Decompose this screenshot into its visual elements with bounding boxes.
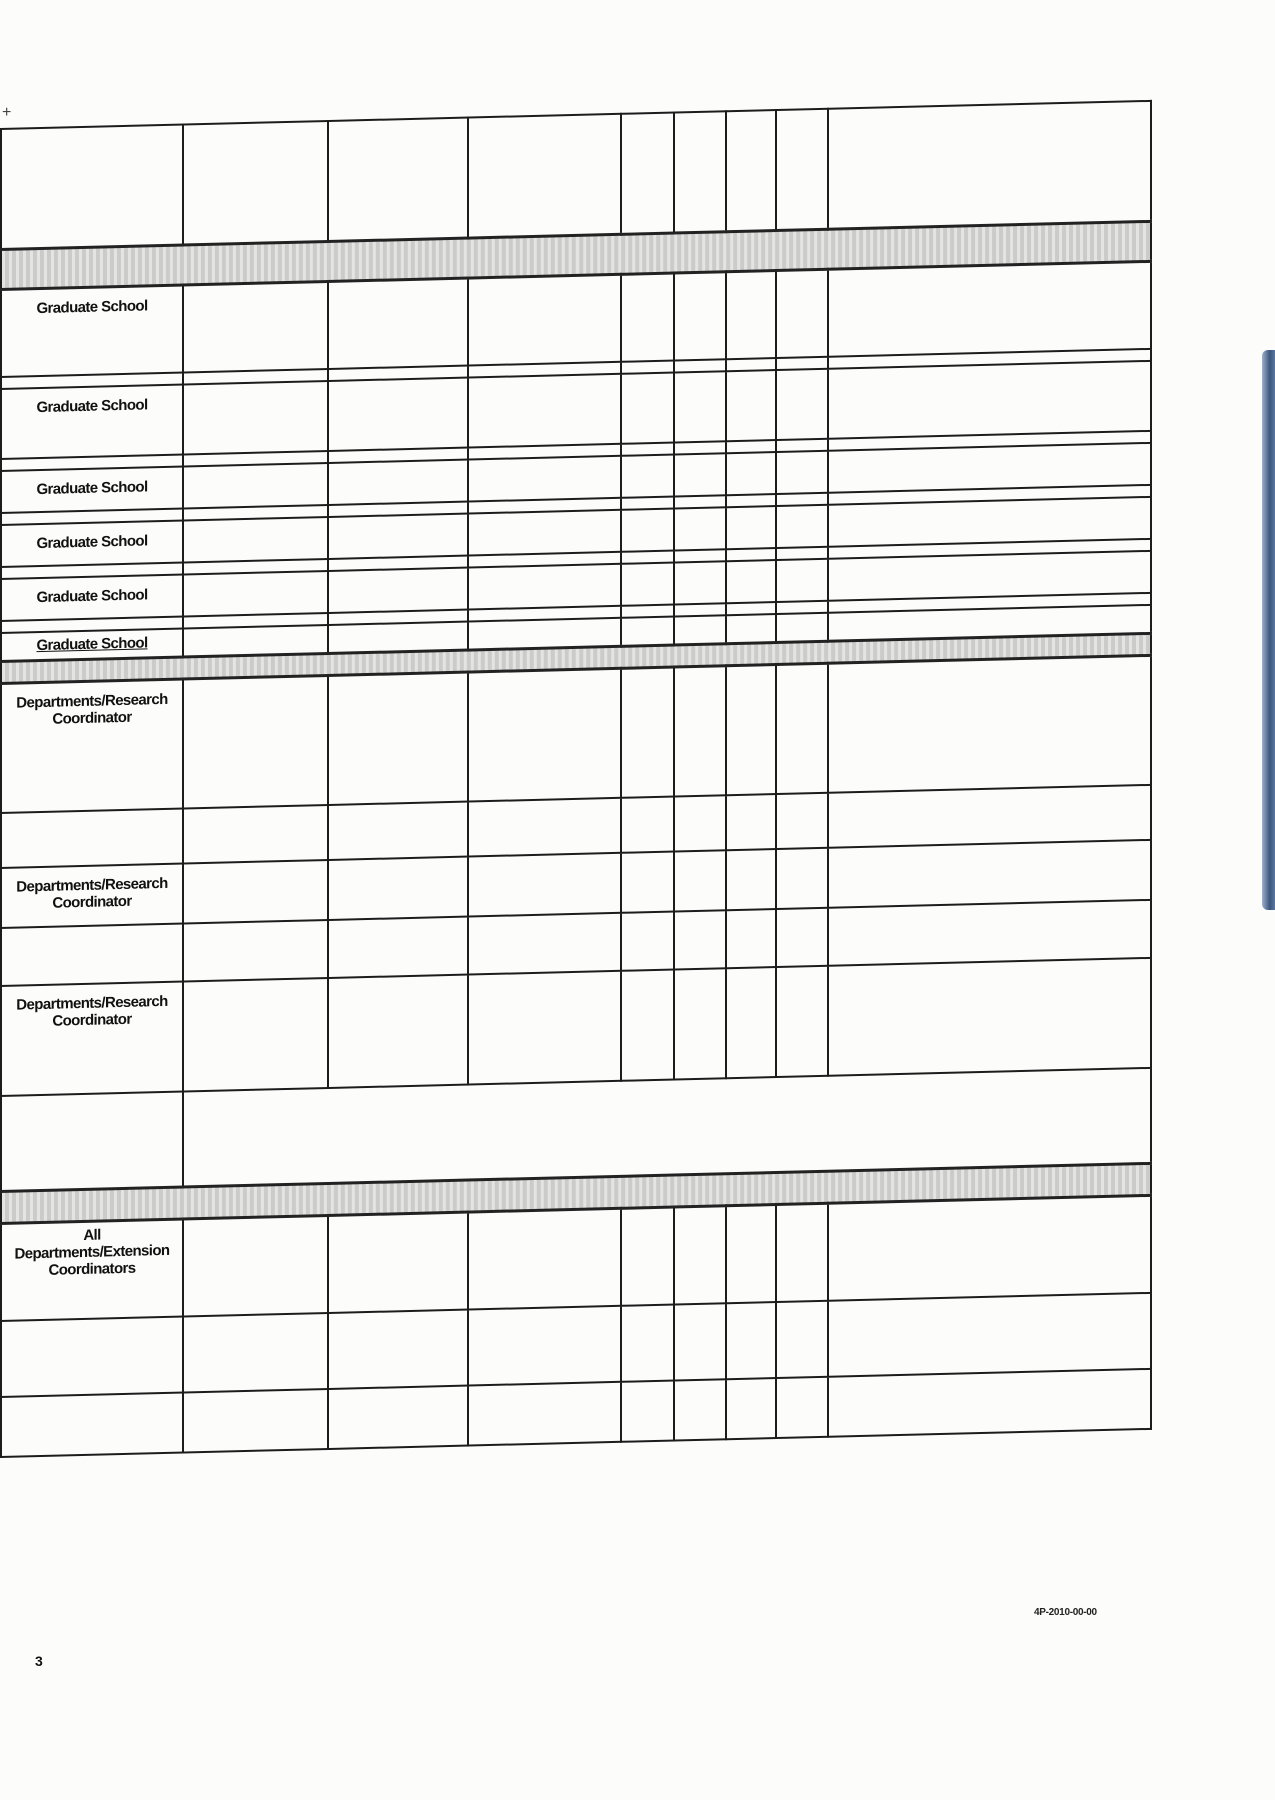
row-label-line: Coordinator [52,892,132,912]
row-label-graduate-school: Graduate School [1,285,183,377]
row-label-dept-research [1,679,183,813]
row-label-graduate-school: Graduate School [1,467,183,513]
document-code: 4P-2010-00-00 [1034,1607,1097,1618]
row-label-dept-research [1,982,183,1096]
row-label-dept-research [1,864,183,928]
row-label-line: Coordinator [52,708,132,728]
row-label-line: Departments/Research [16,992,168,1014]
row-label-line: Coordinators [48,1259,136,1279]
corner-mark: + [2,104,12,121]
row-label-line: Coordinator [52,1010,132,1030]
row-label-line: All [83,1226,101,1244]
binder-edge [1262,350,1275,910]
row-label-line: Departments/Research [16,874,168,896]
page-number: 3 [35,1653,43,1669]
row-label-text: Graduate School [36,634,148,655]
form-table [0,100,1152,1458]
row-label-graduate-school [1,629,183,661]
row-label-dept-extension [1,1219,183,1321]
row-label-graduate-school: Graduate School [1,385,183,459]
row-label-graduate-school: Graduate School [1,575,183,621]
row-label-graduate-school: Graduate School [1,521,183,567]
row-label-line: Departments/Extension [14,1241,170,1263]
table-cell [1,125,183,249]
row-label-line: Departments/Research [16,690,168,712]
